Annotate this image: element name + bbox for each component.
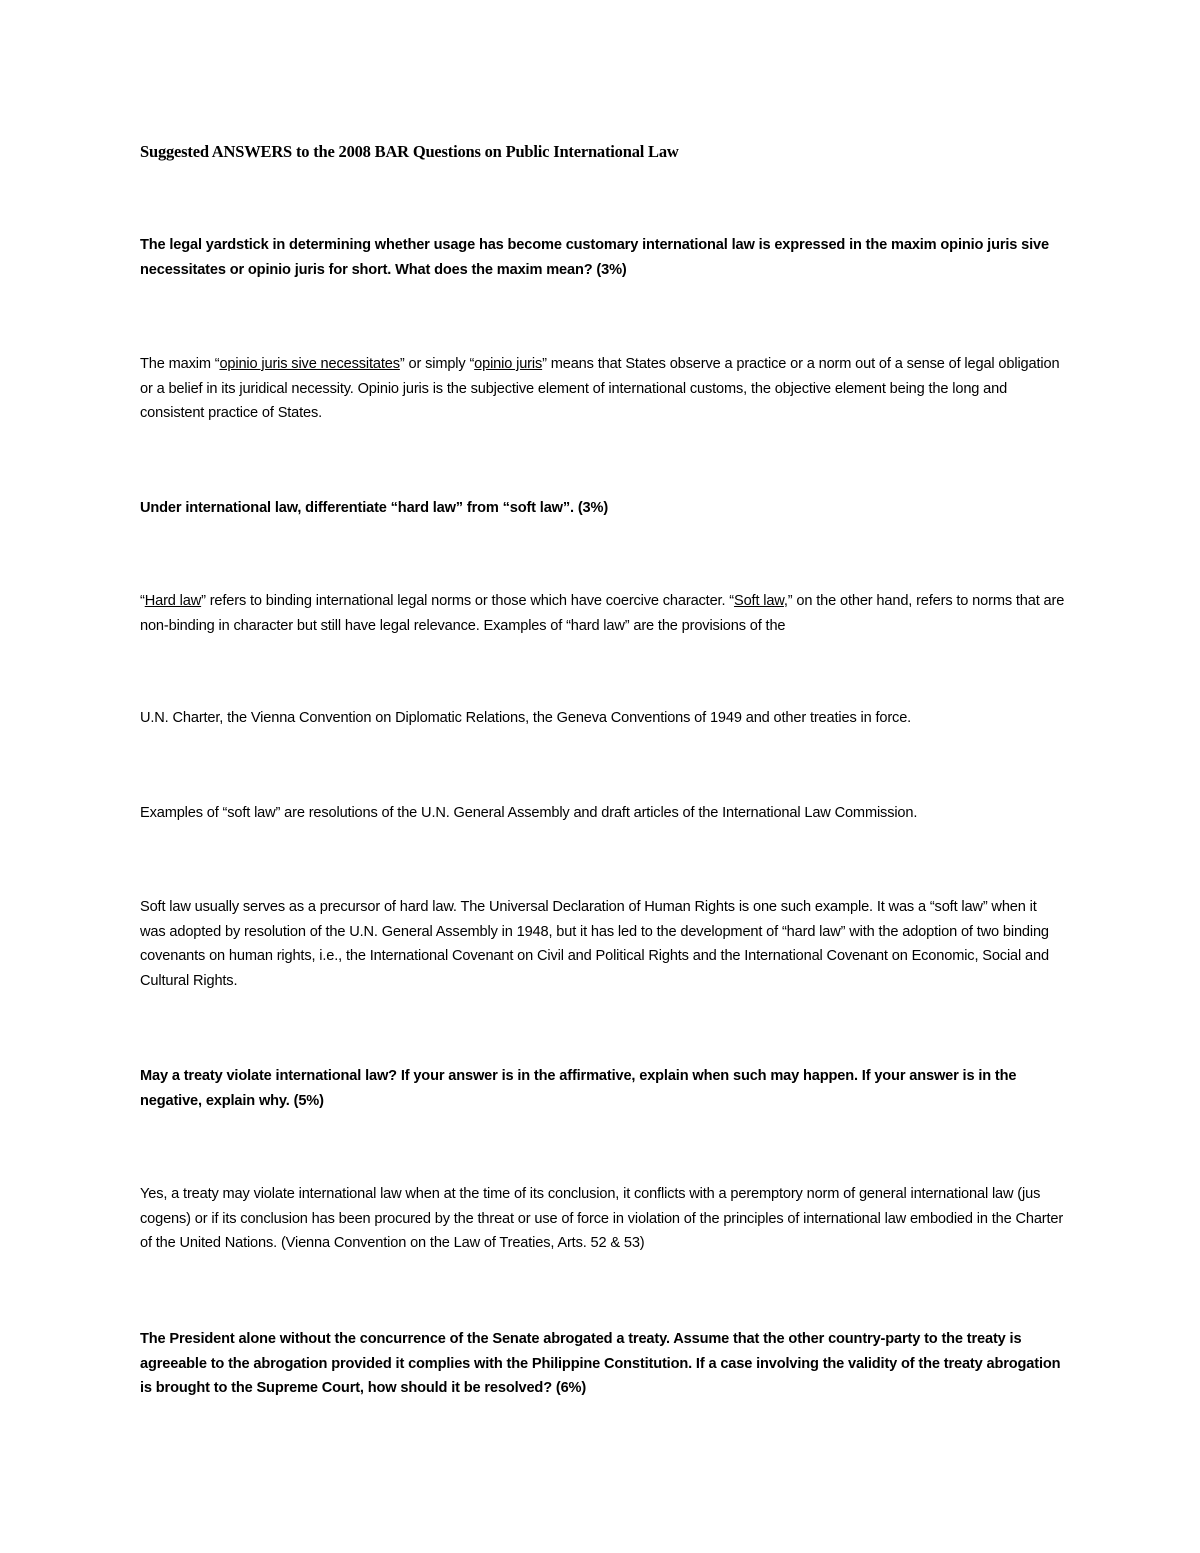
question-treaty-violation: May a treaty violate international law? If your answer is in the affirmative, explain when such may happen. If your answer is in the negative, explain why. (5%) [140,1068,1017,1109]
answer-opinio-juris: The maxim “opinio juris sive necessitates” or simply “opinio juris” means that States observe a practice or a norm out of a sense of legal obligation or a belief in its juridical necessity. Opinio juris is the subjective element of international customs, the objective element being the long and consistent practice of States. [140,356,1060,422]
question-hard-soft-law: Under international law, differentiate “hard law” from “soft law”. (3%) [140,500,609,516]
term-soft-law: Soft law [733,593,784,609]
term-hard-law: Hard law [144,593,202,609]
document-title: Suggested ANSWERS to the 2008 BAR Questions on Public International Law [140,142,679,161]
answer-hard-soft-law: “Hard law” refers to binding international legal norms or those which have coercive character. “Soft law,” on the other hand, refers to norms that are non-binding in character but still have legal relevance. Examples of “hard law” are the provisions of the [140,593,1065,634]
answer-soft-law-precursor: Soft law usually serves as a precursor of hard law. The Universal Declaration of Human Rights is one such example. It was a “soft law” when it was adopted by resolution of the U.N. General Assembly in 1948, but it has led to the development of “hard law” with the adoption of two binding covenants on human rights, i.e., the International Covenant on Civil and Political Rights and the International Covenant on Economic, Social and Cultural Rights. [140,899,1049,989]
answer-hard-law-examples: U.N. Charter, the Vienna Convention on Diplomatic Relations, the Geneva Conventions of 1949 and other treaties in force. [140,710,912,726]
question-opinio-juris: The legal yardstick in determining whether usage has become customary international law is expressed in the maxim opinio juris sive necessitates or opinio juris for short. What does the maxim mean? (3%) [140,237,1049,278]
term-opinio-juris-sive-necessitates: opinio juris sive necessitates [219,356,400,372]
question-treaty-abrogation: The President alone without the concurrence of the Senate abrogated a treaty. Assume that the other country-party to the treaty is agreeable to the abrogation provided it complies with the Philippine Constitution. If a case involving the validity of the treaty abrogation is brought to the Supreme Court, how should it be resolved? (6%) [140,1331,1061,1397]
answer-soft-law-examples: Examples of “soft law” are resolutions of the U.N. General Assembly and draft articles of the International Law Commission. [140,805,918,821]
term-opinio-juris: opinio juris [474,356,543,372]
answer-treaty-violation: Yes, a treaty may violate international law when at the time of its conclusion, it conflicts with a peremptory norm of general international law (jus cogens) or if its conclusion has been procured by the threat or use of force in violation of the principles of international law embodied in the Charter of the United Nations. (Vienna Convention on the Law of Treaties, Arts. 52 & 53) [140,1186,1064,1252]
